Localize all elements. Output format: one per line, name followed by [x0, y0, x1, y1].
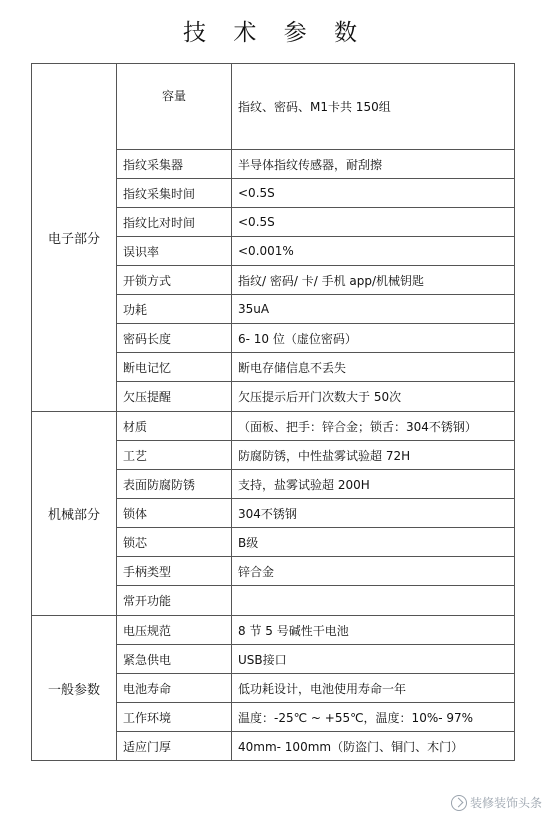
spec-table	[31, 63, 515, 761]
row-key: 指纹采集时间	[117, 179, 232, 208]
row-key: 开锁方式	[117, 266, 232, 295]
row-key: 表面防腐防锈	[117, 470, 232, 499]
row-value	[232, 586, 515, 616]
row-key: 断电记忆	[117, 353, 232, 382]
row-value: <0.001%	[232, 237, 515, 266]
row-value: B级	[232, 528, 515, 557]
row-key: 电压规范	[117, 616, 232, 645]
row-value: 温度：-25℃ ~ +55℃，温度：10%- 97%	[232, 703, 515, 732]
row-key: 材质	[117, 412, 232, 441]
row-key: 工艺	[117, 441, 232, 470]
row-value: 6- 10 位（虚位密码）	[232, 324, 515, 353]
table-row	[32, 616, 515, 645]
row-value: 半导体指纹传感器，耐刮擦	[232, 150, 515, 179]
watermark	[451, 794, 542, 811]
row-value: USB接口	[232, 645, 515, 674]
row-value: 防腐防锈，中性盐雾试验超 72H	[232, 441, 515, 470]
row-key: 电池寿命	[117, 674, 232, 703]
group-label-mechanical: 机械部分	[32, 412, 117, 616]
row-value: 断电存储信息不丢失	[232, 353, 515, 382]
row-value: 8 节 5 号碱性干电池	[232, 616, 515, 645]
row-value: 指纹、密码、M1卡共 150组	[232, 64, 515, 150]
row-key: 锁芯	[117, 528, 232, 557]
row-value: 304不锈钢	[232, 499, 515, 528]
row-key: 锁体	[117, 499, 232, 528]
row-key: 紧急供电	[117, 645, 232, 674]
row-value: 40mm- 100mm（防盗门、铜门、木门）	[232, 732, 515, 761]
row-value: <0.5S	[232, 208, 515, 237]
row-key: 常开功能	[117, 586, 232, 616]
row-value: <0.5S	[232, 179, 515, 208]
row-key: 误识率	[117, 237, 232, 266]
table-row	[32, 64, 515, 150]
row-value: 35uA	[232, 295, 515, 324]
row-value: 低功耗设计，电池使用寿命一年	[232, 674, 515, 703]
row-key: 指纹比对时间	[117, 208, 232, 237]
row-key: 指纹采集器	[117, 150, 232, 179]
table-row	[32, 412, 515, 441]
row-value: 支持，盐雾试验超 200H	[232, 470, 515, 499]
row-key: 手柄类型	[117, 557, 232, 586]
row-key: 适应门厚	[117, 732, 232, 761]
row-value: 欠压提示后开门次数大于 50次	[232, 382, 515, 412]
row-value: （面板、把手：锌合金；锁舌：304不锈钢）	[232, 412, 515, 441]
row-key: 工作环境	[117, 703, 232, 732]
watermark-text: 装修装饰头条	[469, 796, 542, 810]
group-label-general: 一般参数	[32, 616, 117, 761]
group-label-electronic: 电子部分	[32, 64, 117, 412]
page-title: 技 术 参 数	[183, 20, 367, 46]
row-key: 密码长度	[117, 324, 232, 353]
watermark-logo-icon	[451, 795, 467, 811]
row-value: 指纹/ 密码/ 卡/ 手机 app/机械钥匙	[232, 266, 515, 295]
row-key: 欠压提醒	[117, 382, 232, 412]
row-key: 容量	[117, 64, 232, 150]
row-key: 功耗	[117, 295, 232, 324]
row-value: 锌合金	[232, 557, 515, 586]
